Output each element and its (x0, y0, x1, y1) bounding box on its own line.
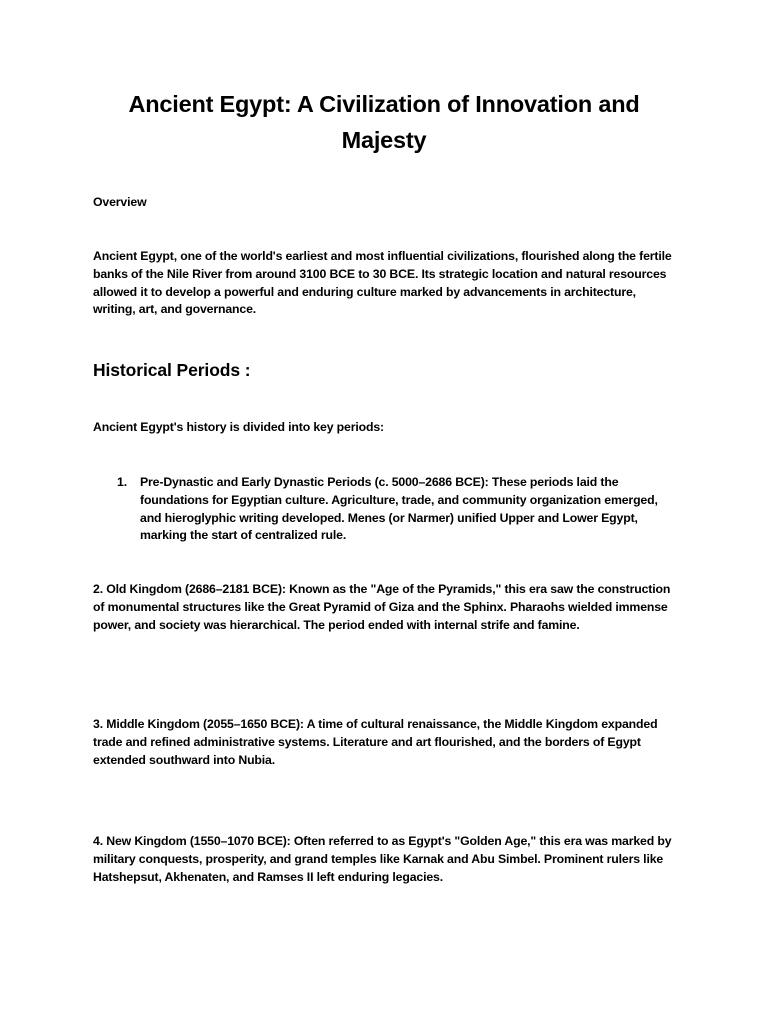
period-item-number: 1. (117, 475, 127, 489)
period-item-text: Pre-Dynastic and Early Dynastic Periods (c. 5000–2686 BCE): These periods laid the foundations for Egyptian culture. Agriculture, trade, and community organization emerged, and hieroglyphic writing developed. Menes (or Narmer) unified Upper and Lower Egypt, marking the start of centralized rule. (140, 475, 658, 543)
period-item-pre-dynastic (93, 474, 679, 545)
overview-heading: Overview (93, 195, 147, 209)
period-item-middle-kingdom: 3. Middle Kingdom (2055–1650 BCE): A time of cultural renaissance, the Middle Kingdom expanded trade and refined administrative systems. Literature and art flourished, and the borders of Egypt extended southward into Nubia. (93, 717, 658, 767)
overview-paragraph: Ancient Egypt, one of the world's earliest and most influential civilizations, flourished along the fertile banks of the Nile River from around 3100 BCE to 30 BCE. Its strategic location and natural resources allowed it to develop a powerful and enduring culture marked by advancements in architecture, writing, art, and governance. (93, 249, 672, 317)
historical-intro-text: Ancient Egypt's history is divided into key periods: (93, 420, 384, 434)
historical-periods-heading: Historical Periods : (93, 360, 251, 380)
period-item-new-kingdom: 4. New Kingdom (1550–1070 BCE): Often referred to as Egypt's "Golden Age," this era was marked by military conquests, prosperity, and grand temples like Karnak and Abu Simbel. Prominent rulers like Hatshepsut, Akhenaten, and Ramses II left enduring legacies. (93, 834, 672, 884)
period-item-old-kingdom: 2. Old Kingdom (2686–2181 BCE): Known as the "Age of the Pyramids," this era saw the construction of monumental structures like the Great Pyramid of Giza and the Sphinx. Pharaohs wielded immense power, and society was hierarchical. The period ended with internal strife and famine. (93, 582, 671, 632)
document-title: Ancient Egypt: A Civilization of Innovation and Majesty (128, 91, 640, 153)
